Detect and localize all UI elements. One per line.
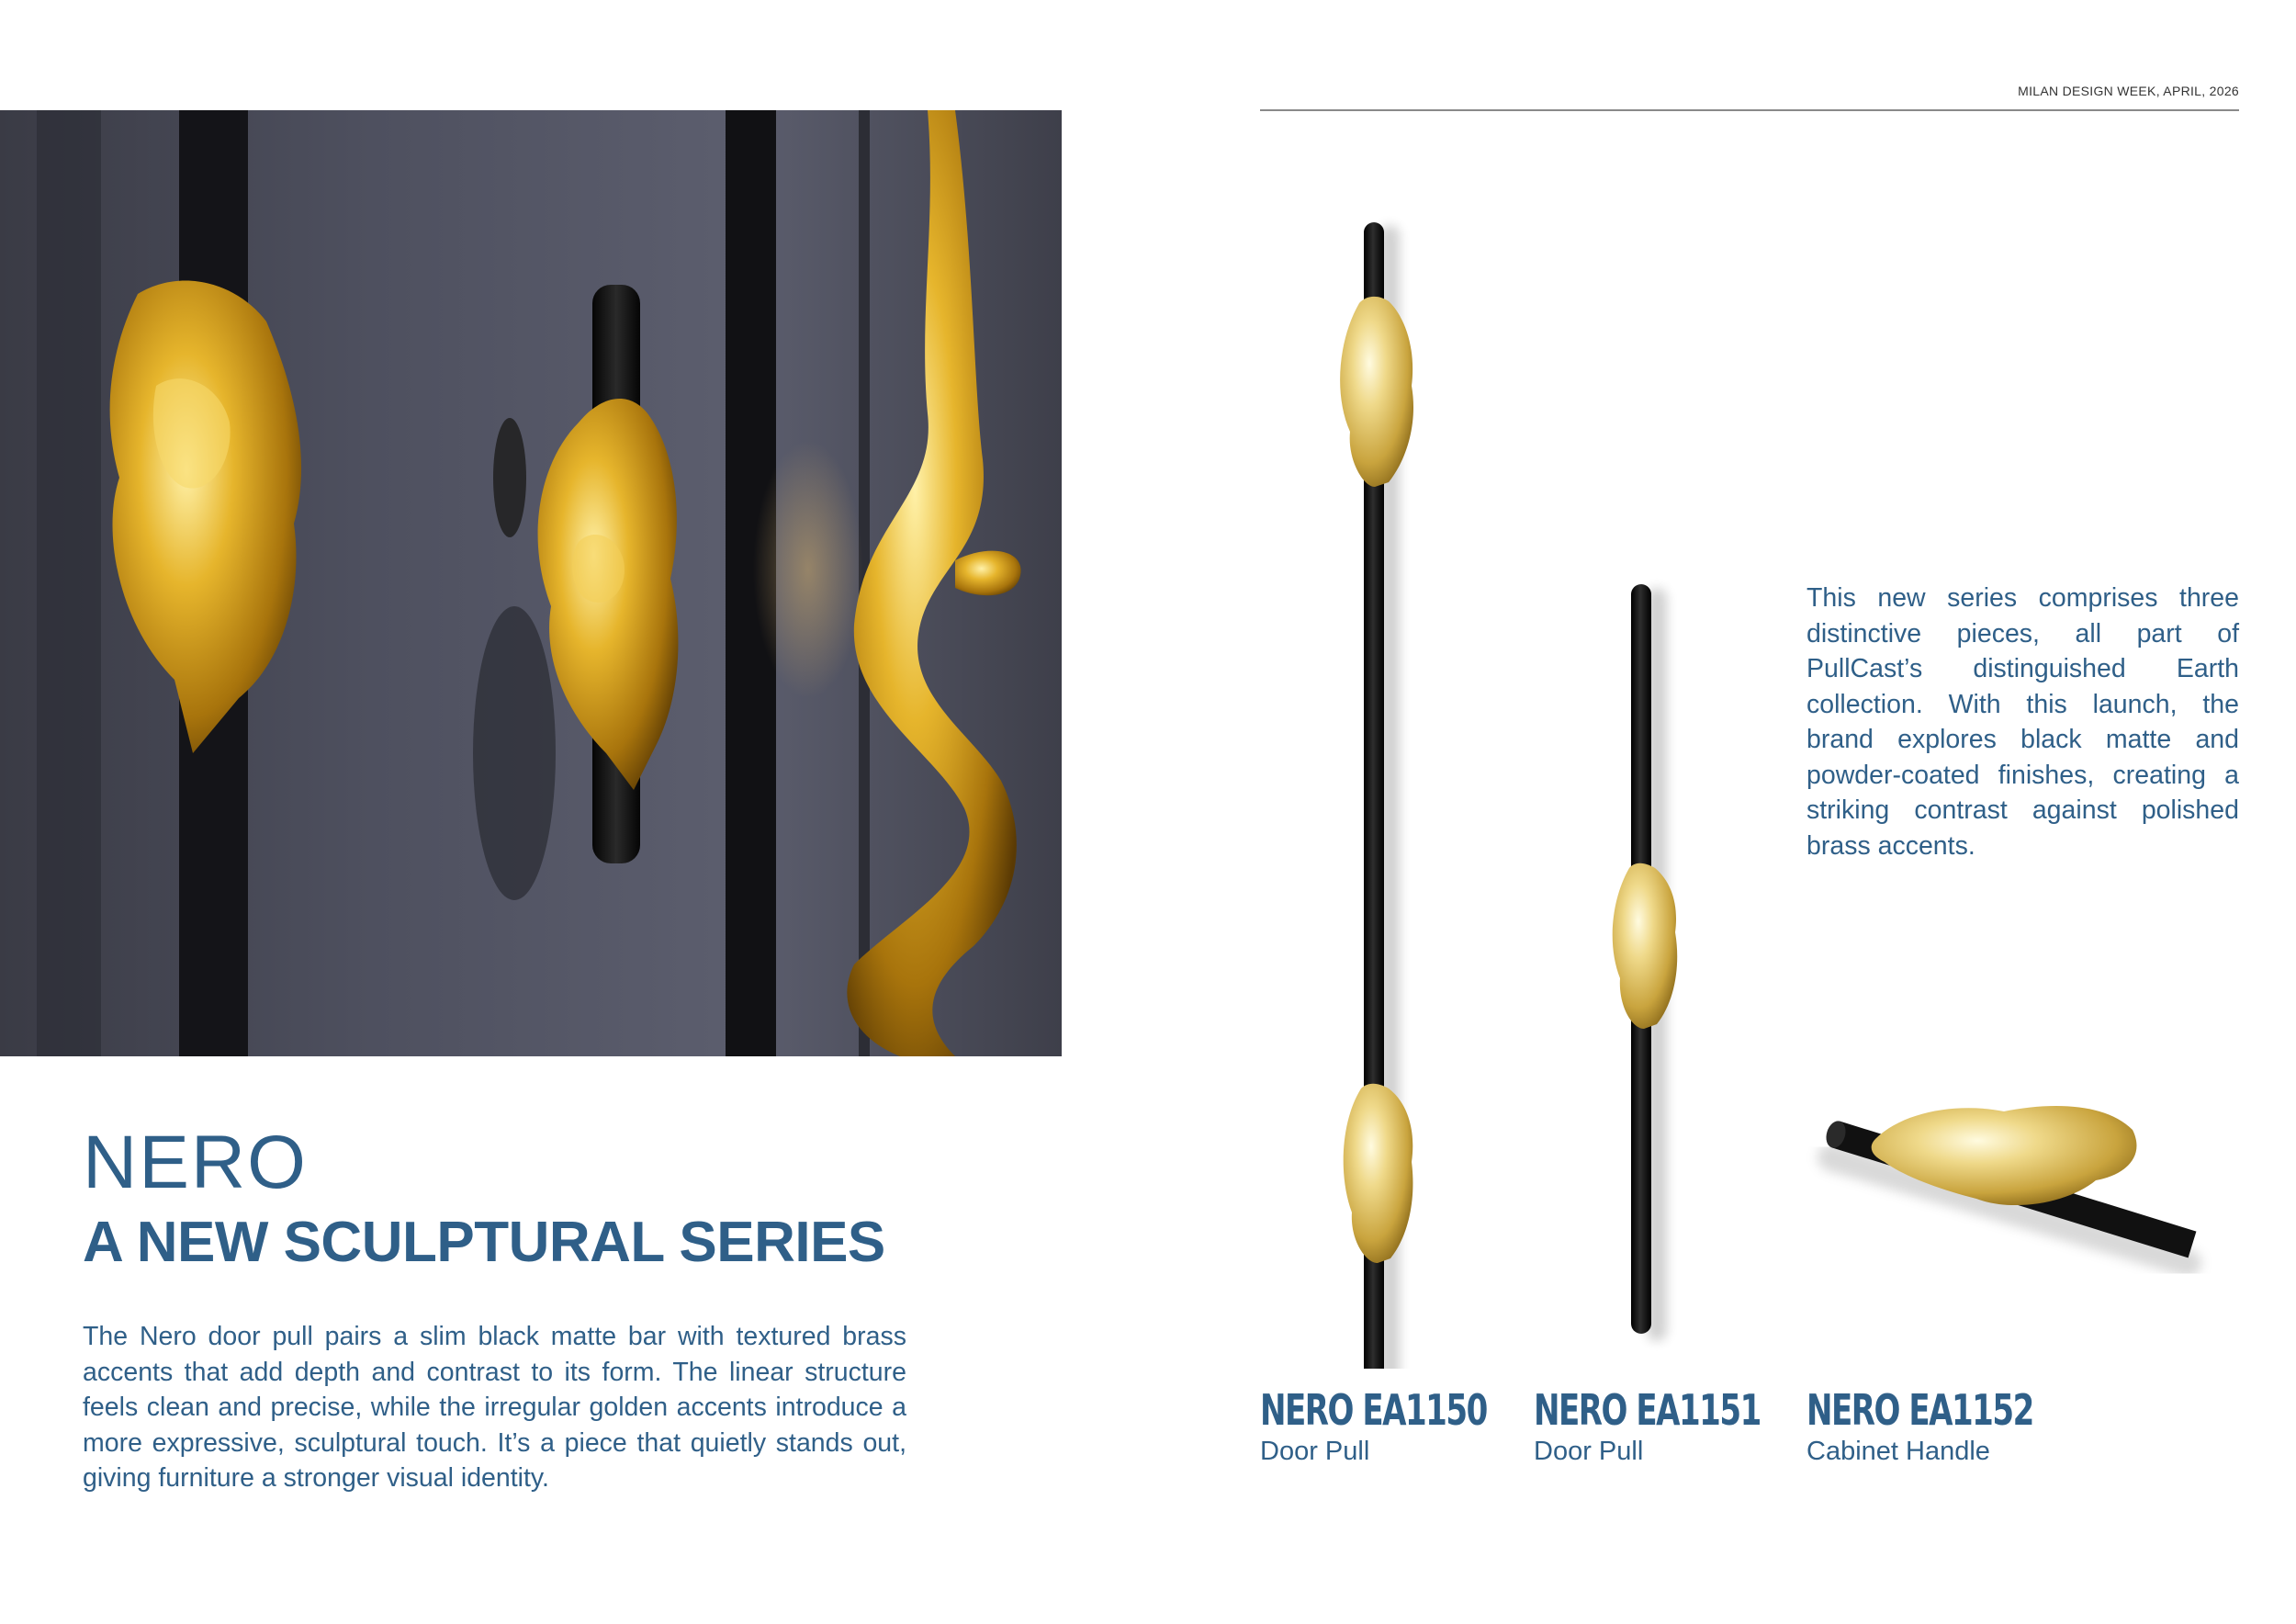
header-divider xyxy=(1260,109,2239,111)
product-name: NERO EA1150 xyxy=(1260,1385,1487,1435)
product-ea1152 xyxy=(1806,1385,2113,1467)
product-ea1150 xyxy=(1260,1385,1567,1467)
product-name: NERO EA1151 xyxy=(1534,1385,1761,1435)
product-image-ea1152 xyxy=(1823,1106,2192,1263)
product-type: Cabinet Handle xyxy=(1806,1437,1990,1466)
product-name: NERO EA1152 xyxy=(1806,1385,2033,1435)
product-illustrations xyxy=(1260,184,2239,1369)
product-type: Door Pull xyxy=(1534,1437,1644,1466)
event-label: MILAN DESIGN WEEK, APRIL, 2026 xyxy=(2018,84,2239,98)
collection-title: NERO xyxy=(83,1121,308,1204)
product-image-ea1151 xyxy=(1613,584,1678,1341)
collection-subtitle: A NEW SCULPTURAL SERIES xyxy=(83,1211,885,1274)
intro-paragraph: The Nero door pull pairs a slim black matte bar with textured brass accents that add depth and contrast to its form. The linear structure feels clean and precise, while the irregular golden accents introduce a more expressive, sculptural touch. It’s a piece that quietly stands out, giving furniture a stronger visual identity. xyxy=(83,1322,906,1493)
product-type: Door Pull xyxy=(1260,1437,1370,1466)
series-description: This new series comprises three distinctive pieces, all part of PullCast’s distinguished Earth collection. With this launch, the brand explores black matte and powder-coated finishes, creating a striking contrast against polished brass accents. xyxy=(1806,583,2239,861)
product-ea1151 xyxy=(1534,1385,1840,1467)
hero-photo xyxy=(0,110,1062,1056)
product-image-ea1150 xyxy=(1340,222,1413,1369)
